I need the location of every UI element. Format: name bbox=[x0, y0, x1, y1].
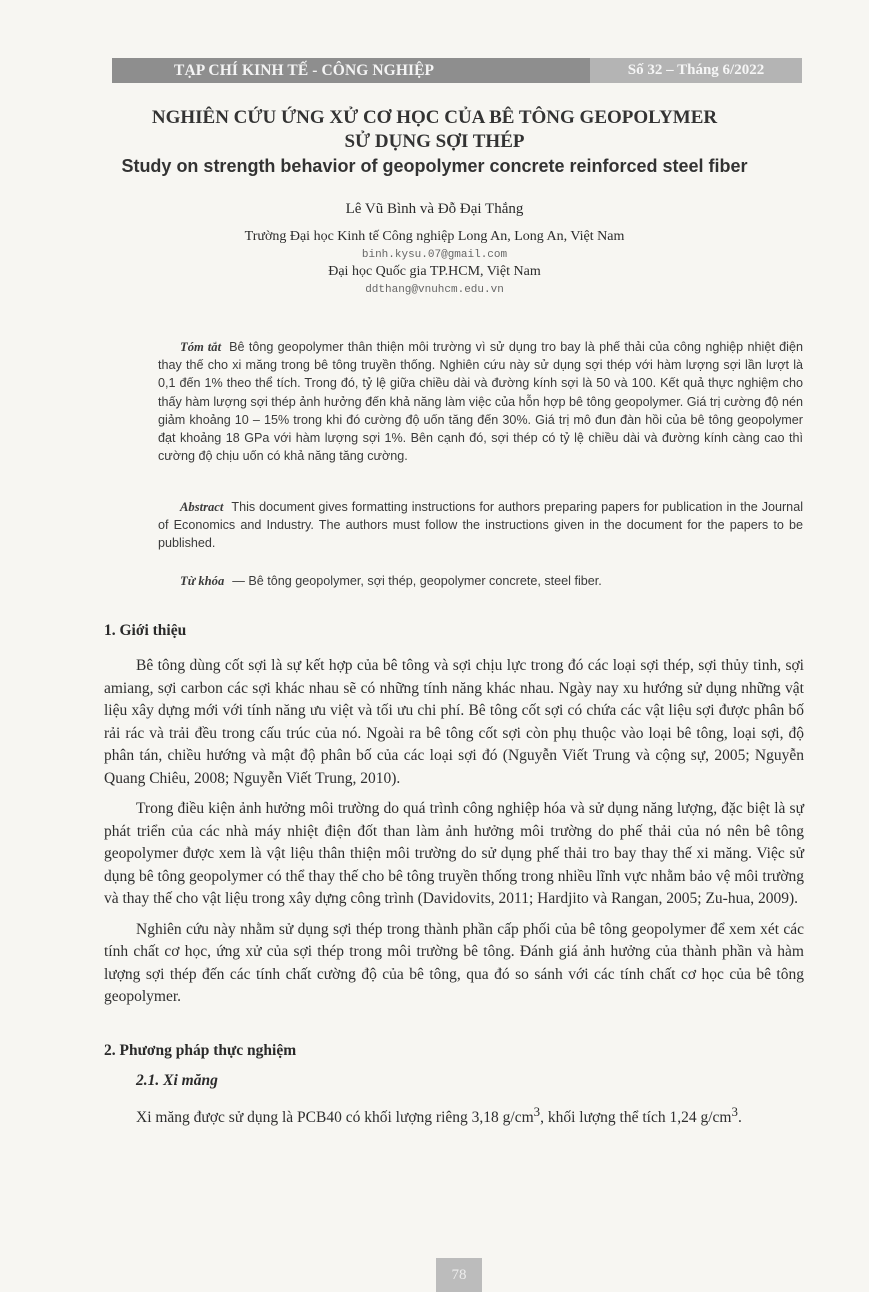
keywords-label: Từ khóa bbox=[180, 574, 225, 588]
abstract-en-label: Abstract bbox=[180, 500, 224, 514]
keywords bbox=[158, 572, 803, 590]
abstract-english bbox=[158, 498, 803, 553]
section-1-paragraph-2: Trong điều kiện ảnh hưởng môi trường do quá trình công nghiệp hóa và sử dụng năng lượng, đặc biệt là sự phát triển của các nhà máy nhiệt điện đốt than làm ảnh hưởng môi trường do phế thải của nó nên bê tông geopolymer được xem là vật liệu thân thiện môi trường do sử dụng phế thải tro bay thay thế xi măng. Việc sử dụng bê tông geopolymer có thể thay thế cho bê tông truyền thống trong nhiều lĩnh vực nhằm bảo vệ môi trường và thay thế cho vật liệu trong xây dựng công trình (Davidovits, 2011; Hardjito và Rangan, 2005; Zu-hua, 2009). bbox=[104, 800, 804, 907]
cement-text-a: Xi măng được sử dụng là PCB40 có khối lượng riêng 3,18 g/cm bbox=[136, 1109, 534, 1127]
section-1-body bbox=[104, 655, 804, 1009]
title-vietnamese bbox=[0, 106, 869, 154]
section-1-heading: 1. Giới thiệu bbox=[104, 622, 187, 639]
title-vi-line2: SỬ DỤNG SỢI THÉP bbox=[344, 131, 525, 152]
issue-label: Số 32 – Tháng 6/2022 bbox=[590, 58, 802, 83]
superscript-3: 3 bbox=[533, 1104, 541, 1119]
title-vi-line1: NGHIÊN CỨU ỨNG XỬ CƠ HỌC CỦA BÊ TÔNG GEOPOLYMER bbox=[151, 107, 718, 128]
subsection-2-1-heading: 2.1. Xi măng bbox=[136, 1072, 218, 1089]
journal-name: TẠP CHÍ KINH TẾ - CÔNG NGHIỆP bbox=[174, 61, 435, 79]
superscript-3: 3 bbox=[731, 1104, 738, 1119]
section-2-1-paragraph bbox=[104, 1101, 804, 1130]
title-english: Study on strength behavior of geopolymer concrete reinforced steel fiber bbox=[121, 156, 748, 176]
cement-text-b: , khối lượng thể tích 1,24 g/cm bbox=[540, 1109, 732, 1127]
abstract-vi-label: Tóm tắt bbox=[180, 340, 222, 354]
email-1: binh.kysu.07@gmail.com bbox=[361, 249, 508, 261]
abstract-en-text: This document gives formatting instructions for authors preparing papers for publication in the Journal of Economics and Industry. The authors must follow the instructions given in the document for the papers to be published. bbox=[158, 500, 803, 551]
authors: Lê Vũ Bình và Đỗ Đại Thắng bbox=[345, 201, 524, 217]
section-1-paragraph-1: Bê tông dùng cốt sợi là sự kết hợp của bê tông và sợi chịu lực trong đó các loại sợi thép, sợi thủy tinh, sợi amiang, sợi carbon các sợi khác nhau sẽ có những tính năng khác nhau. Ngày nay xu hướng sử dụng những vật liệu xây dựng mới với tính năng ưu việt và tối ưu chi phí. Bê tông cốt sợi có chứa các vật liệu sợi được phân bố rải rác và trải đều trong cấu trúc của nó. Ngoài ra bê tông cốt sợi còn phụ thuộc vào loại bê tông, loại sợi, độ phân tán, chiều hướng và mật độ phân bố của các loại sợi đó (Nguyễn Viết Trung và cộng sự, 2005; Nguyễn Quang Chiêu, 2008; Nguyễn Viết Trung, 2010). bbox=[104, 657, 804, 787]
section-2-1-body bbox=[104, 1101, 804, 1130]
section-2-heading: 2. Phương pháp thực nghiệm bbox=[104, 1042, 297, 1059]
journal-header-bar bbox=[112, 58, 802, 83]
affiliation-1: Trường Đại học Kinh tế Công nghiệp Long An, Long An, Việt Nam bbox=[244, 229, 625, 244]
affiliation-2: Đại học Quốc gia TP.HCM, Việt Nam bbox=[328, 264, 541, 279]
section-1-paragraph-3: Nghiên cứu này nhằm sử dụng sợi thép trong thành phần cấp phối của bê tông geopolymer để xem xét các tính chất cơ học, ứng xử của sợi thép trong môi trường bê tông. Đánh giá ảnh hưởng của thành phần và hàm lượng sợi thép đến các tính chất cường độ của bê tông, qua đó so sánh với các tính chất cơ học của bê tông geopolymer. bbox=[104, 920, 804, 1005]
abstract-vietnamese bbox=[158, 338, 803, 465]
abstract-vi-text: Bê tông geopolymer thân thiện môi trường vì sử dụng tro bay là phế thải của công nghiệp nhiệt điện thay thế cho xi măng trong bê tông truyền thống. Nghiên cứu này sử dụng sợi thép với hàm lượng sợi lần lượt là 0,1 đến 1% theo thể tích. Trong đó, tỷ lệ giữa chiều dài và đường kính sợi là 50 và 100. Kết quả thực nghiệm cho thấy hàm lượng sợi thép ảnh hưởng đến khả năng làm việc của hỗn hợp bê tông geopolymer. Giá trị cường độ nén giảm khoảng 10 – 15% trong khi đó cường độ uốn tăng đến 30%. Giá trị mô đun đàn hồi của bê tông geopolymer đạt khoảng 18 GPa với hàm lượng sợi 1%. Bên cạnh đó, sợi thép có tỷ lệ chiều dài và đường kính càng cao thì cường độ chịu uốn có khả năng tăng cường. bbox=[158, 340, 803, 464]
cement-text-c: . bbox=[737, 1109, 742, 1127]
keywords-text: — Bê tông geopolymer, sợi thép, geopolymer concrete, steel fiber. bbox=[232, 574, 602, 588]
email-2: ddthang@vnuhcm.edu.vn bbox=[365, 284, 504, 296]
page-number: 78 bbox=[436, 1258, 482, 1292]
